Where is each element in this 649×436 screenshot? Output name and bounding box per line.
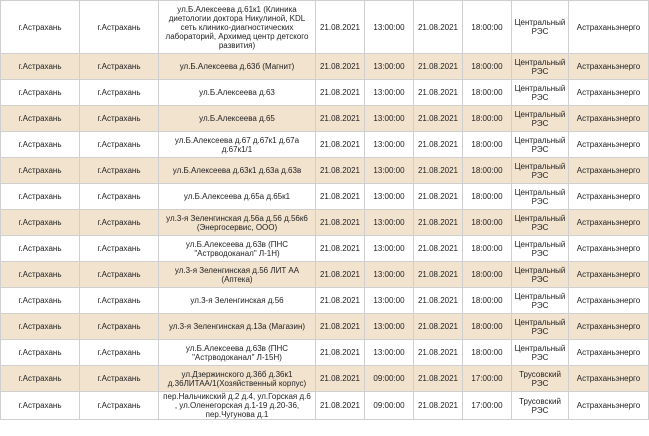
address-text: ул.3-я Зеленгинская д.56 ЛИТ АА (Аптека) <box>174 265 300 284</box>
end-date-cell: 21.08.2021 <box>414 210 463 236</box>
org-cell: Астраханьэнерго <box>569 184 649 210</box>
address-cell <box>159 184 316 210</box>
table-row <box>1 392 649 420</box>
region-cell: г.Астрахань <box>1 236 80 262</box>
address-text: ул.3-я Зеленгинская д.56 <box>190 296 284 305</box>
address-cell <box>159 158 316 184</box>
address-text: ул.Б.Алексеева д.61к1 (Клиника диетологии доктора Никулиной, KDL сеть клинико-диагностических лабораторий, Архимед центр детского развития) <box>165 4 309 50</box>
res-cell <box>512 184 569 210</box>
res-cell <box>512 80 569 106</box>
start-time-cell: 13:00:00 <box>365 288 414 314</box>
region-cell: г.Астрахань <box>1 1 80 54</box>
address-text: ул.Б.Алексеева д.65 <box>199 114 275 123</box>
org-cell: Астраханьэнерго <box>569 210 649 236</box>
res-text: Центральный РЭС <box>514 213 566 232</box>
table-row <box>1 262 649 288</box>
res-cell <box>512 366 569 392</box>
table-row <box>1 1 649 54</box>
end-date-cell: 21.08.2021 <box>414 392 463 420</box>
end-time-cell: 17:00:00 <box>463 392 512 420</box>
start-time-cell: 13:00:00 <box>365 80 414 106</box>
city-cell: г.Астрахань <box>80 262 159 288</box>
end-date-cell: 21.08.2021 <box>414 106 463 132</box>
start-date-cell: 21.08.2021 <box>316 314 365 340</box>
start-time-cell: 13:00:00 <box>365 132 414 158</box>
end-time-cell: 18:00:00 <box>463 184 512 210</box>
res-cell <box>512 392 569 420</box>
res-cell <box>512 106 569 132</box>
start-date-cell: 21.08.2021 <box>316 1 365 54</box>
address-cell <box>159 314 316 340</box>
res-text: Центральный РЭС <box>514 135 566 154</box>
end-date-cell: 21.08.2021 <box>414 132 463 158</box>
region-cell: г.Астрахань <box>1 366 80 392</box>
start-time-cell: 13:00:00 <box>365 106 414 132</box>
res-cell <box>512 158 569 184</box>
org-cell: Астраханьэнерго <box>569 314 649 340</box>
start-date-cell: 21.08.2021 <box>316 132 365 158</box>
end-time-cell: 18:00:00 <box>463 132 512 158</box>
address-cell <box>159 210 316 236</box>
region-cell: г.Астрахань <box>1 288 80 314</box>
region-cell: г.Астрахань <box>1 210 80 236</box>
start-time-cell: 13:00:00 <box>365 158 414 184</box>
address-cell <box>159 236 316 262</box>
end-date-cell: 21.08.2021 <box>414 236 463 262</box>
end-time-cell: 18:00:00 <box>463 106 512 132</box>
address-cell <box>159 288 316 314</box>
end-date-cell: 21.08.2021 <box>414 288 463 314</box>
address-text: пер.Нальчикский д.2 д.4, ул.Горская д.6 , ул.Оленегорская д.1-19 д.20-36, пер.Чугунова д.1 <box>163 392 311 419</box>
city-cell: г.Астрахань <box>80 392 159 420</box>
org-cell: Астраханьэнерго <box>569 1 649 54</box>
region-cell: г.Астрахань <box>1 80 80 106</box>
table-row <box>1 314 649 340</box>
end-date-cell: 21.08.2021 <box>414 262 463 288</box>
end-date-cell: 21.08.2021 <box>414 314 463 340</box>
region-cell: г.Астрахань <box>1 314 80 340</box>
city-cell: г.Астрахань <box>80 80 159 106</box>
end-time-cell: 17:00:00 <box>463 366 512 392</box>
res-text: Центральный РЭС <box>514 187 566 206</box>
start-date-cell: 21.08.2021 <box>316 106 365 132</box>
address-text: ул.Б.Алексеева д.67 д.67к1 д.67а д.67к1/1 <box>174 135 300 154</box>
address-cell <box>159 106 316 132</box>
city-cell: г.Астрахань <box>80 210 159 236</box>
table-row <box>1 210 649 236</box>
region-cell: г.Астрахань <box>1 54 80 80</box>
end-time-cell: 18:00:00 <box>463 236 512 262</box>
address-cell <box>159 262 316 288</box>
start-date-cell: 21.08.2021 <box>316 340 365 366</box>
address-text: ул.Б.Алексеева д.63в (ПНС "Астрводоканал" Л-1Н) <box>185 239 289 258</box>
address-text: ул.3-я Зеленгинская д.56а д.56 д.56к6 (Энергосервис, ООО) <box>166 213 308 232</box>
res-text: Центральный РЭС <box>514 343 566 362</box>
res-text: Трусовский РЭС <box>519 396 561 415</box>
city-cell: г.Астрахань <box>80 340 159 366</box>
region-cell: г.Астрахань <box>1 158 80 184</box>
org-cell: Астраханьэнерго <box>569 288 649 314</box>
city-cell: г.Астрахань <box>80 132 159 158</box>
start-time-cell: 13:00:00 <box>365 340 414 366</box>
city-cell: г.Астрахань <box>80 106 159 132</box>
address-cell <box>159 54 316 80</box>
table-row <box>1 54 649 80</box>
start-date-cell: 21.08.2021 <box>316 158 365 184</box>
org-cell: Астраханьэнерго <box>569 392 649 420</box>
city-cell: г.Астрахань <box>80 288 159 314</box>
address-cell <box>159 340 316 366</box>
address-cell <box>159 1 316 54</box>
city-cell: г.Астрахань <box>80 54 159 80</box>
org-cell: Астраханьэнерго <box>569 366 649 392</box>
start-time-cell: 13:00:00 <box>365 236 414 262</box>
start-time-cell: 13:00:00 <box>365 314 414 340</box>
org-cell: Астраханьэнерго <box>569 132 649 158</box>
table-row <box>1 366 649 392</box>
table-row <box>1 132 649 158</box>
table-row <box>1 236 649 262</box>
start-date-cell: 21.08.2021 <box>316 392 365 420</box>
org-cell: Астраханьэнерго <box>569 54 649 80</box>
start-date-cell: 21.08.2021 <box>316 80 365 106</box>
city-cell: г.Астрахань <box>80 158 159 184</box>
end-time-cell: 18:00:00 <box>463 80 512 106</box>
table-row <box>1 288 649 314</box>
res-text: Центральный РЭС <box>514 18 566 36</box>
start-date-cell: 21.08.2021 <box>316 262 365 288</box>
city-cell: г.Астрахань <box>80 236 159 262</box>
end-date-cell: 21.08.2021 <box>414 54 463 80</box>
address-cell <box>159 80 316 106</box>
res-cell <box>512 54 569 80</box>
city-cell: г.Астрахань <box>80 314 159 340</box>
start-time-cell: 13:00:00 <box>365 262 414 288</box>
end-time-cell: 18:00:00 <box>463 54 512 80</box>
start-time-cell: 09:00:00 <box>365 392 414 420</box>
end-time-cell: 18:00:00 <box>463 1 512 54</box>
address-text: ул.Б.Алексеева д.63 <box>199 88 275 97</box>
end-time-cell: 18:00:00 <box>463 262 512 288</box>
res-text: Центральный РЭС <box>514 239 566 258</box>
address-cell <box>159 366 316 392</box>
table-row <box>1 80 649 106</box>
address-cell <box>159 132 316 158</box>
end-date-cell: 21.08.2021 <box>414 1 463 54</box>
start-date-cell: 21.08.2021 <box>316 210 365 236</box>
res-text: Центральный РЭС <box>514 161 566 180</box>
res-cell <box>512 236 569 262</box>
end-time-cell: 18:00:00 <box>463 210 512 236</box>
res-text: Центральный РЭС <box>514 109 566 128</box>
table-row <box>1 340 649 366</box>
city-cell: г.Астрахань <box>80 1 159 54</box>
end-date-cell: 21.08.2021 <box>414 158 463 184</box>
start-date-cell: 21.08.2021 <box>316 366 365 392</box>
address-text: ул.3-я Зеленгинская д.13а (Магазин) <box>168 322 306 331</box>
res-text: Центральный РЭС <box>514 291 566 310</box>
region-cell: г.Астрахань <box>1 106 80 132</box>
address-cell <box>159 392 316 420</box>
start-time-cell: 09:00:00 <box>365 366 414 392</box>
res-cell <box>512 132 569 158</box>
end-date-cell: 21.08.2021 <box>414 80 463 106</box>
start-date-cell: 21.08.2021 <box>316 288 365 314</box>
table-row <box>1 158 649 184</box>
org-cell: Астраханьэнерго <box>569 262 649 288</box>
region-cell: г.Астрахань <box>1 262 80 288</box>
end-time-cell: 18:00:00 <box>463 340 512 366</box>
res-text: Центральный РЭС <box>514 57 566 76</box>
address-text: ул.Б.Алексеева д.63в (ПНС "Астрводоканал" Л-15Н) <box>185 343 289 362</box>
end-time-cell: 18:00:00 <box>463 288 512 314</box>
start-date-cell: 21.08.2021 <box>316 184 365 210</box>
start-date-cell: 21.08.2021 <box>316 54 365 80</box>
start-date-cell: 21.08.2021 <box>316 236 365 262</box>
address-text: ул.Дзержинского д.36б д.36к1 д.36ЛИТАА/1(Хозяйственный корпус) <box>167 369 307 388</box>
region-cell: г.Астрахань <box>1 392 80 420</box>
start-time-cell: 13:00:00 <box>365 54 414 80</box>
end-date-cell: 21.08.2021 <box>414 184 463 210</box>
res-cell <box>512 340 569 366</box>
res-cell <box>512 1 569 54</box>
address-text: ул.Б.Алексеева д.65а д.65к1 <box>183 192 291 201</box>
res-cell <box>512 288 569 314</box>
org-cell: Астраханьэнерго <box>569 106 649 132</box>
start-time-cell: 13:00:00 <box>365 184 414 210</box>
address-text: ул.Б.Алексеева д.63б (Магнит) <box>179 62 295 71</box>
city-cell: г.Астрахань <box>80 184 159 210</box>
res-text: Центральный РЭС <box>514 317 566 336</box>
res-text: Трусовский РЭС <box>519 369 561 388</box>
end-date-cell: 21.08.2021 <box>414 366 463 392</box>
res-cell <box>512 210 569 236</box>
table-body <box>1 1 649 420</box>
region-cell: г.Астрахань <box>1 340 80 366</box>
city-cell: г.Астрахань <box>80 366 159 392</box>
table-row <box>1 106 649 132</box>
res-text: Центральный РЭС <box>514 83 566 102</box>
res-text: Центральный РЭС <box>514 265 566 284</box>
end-time-cell: 18:00:00 <box>463 158 512 184</box>
start-time-cell: 13:00:00 <box>365 210 414 236</box>
org-cell: Астраханьэнерго <box>569 158 649 184</box>
res-cell <box>512 262 569 288</box>
end-time-cell: 18:00:00 <box>463 314 512 340</box>
org-cell: Астраханьэнерго <box>569 340 649 366</box>
org-cell: Астраханьэнерго <box>569 236 649 262</box>
address-text: ул.Б.Алексеева д.63к1 д.63а д.63в <box>172 166 302 175</box>
org-cell: Астраханьэнерго <box>569 80 649 106</box>
table-row <box>1 184 649 210</box>
region-cell: г.Астрахань <box>1 184 80 210</box>
end-date-cell: 21.08.2021 <box>414 340 463 366</box>
start-time-cell: 13:00:00 <box>365 1 414 54</box>
res-cell <box>512 314 569 340</box>
region-cell: г.Астрахань <box>1 132 80 158</box>
